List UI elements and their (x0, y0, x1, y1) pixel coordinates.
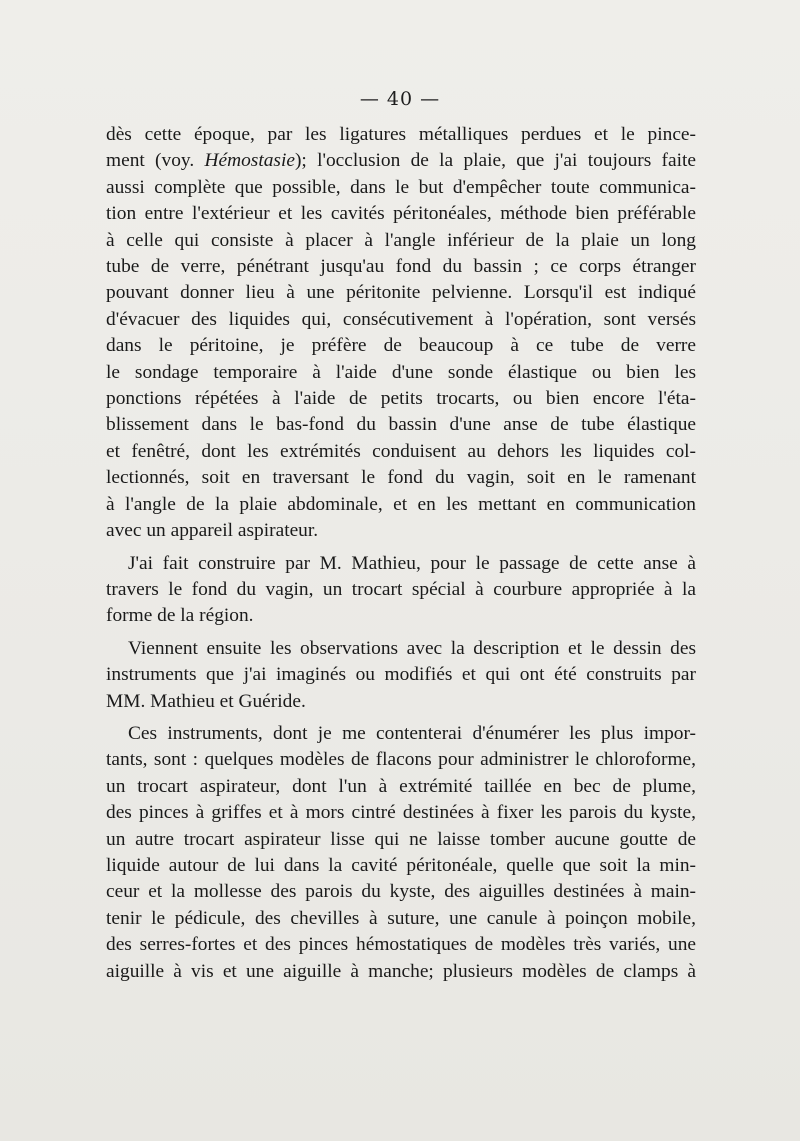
italic-reference: Hémostasie (204, 150, 295, 172)
text-line: Ces instruments, dont je me contenterai d'énumérer les plus impor- (128, 722, 696, 744)
text-line: dès cette époque, par les ligatures métalliques perdues et le pince- (106, 124, 696, 145)
text-line: Viennent ensuite les observations avec la description et le dessin des (128, 637, 696, 659)
paragraph (106, 122, 696, 545)
text-line: tenir le pédicule, des chevilles à suture, une canule à poinçon mobile, (106, 907, 696, 929)
text-line: travers le fond du vagin, un trocart spécial à courbure appropriée à la (106, 578, 696, 600)
text-line: blissement dans le bas-fond du bassin d'une anse de tube élastique (106, 414, 696, 436)
text-line: forme de la région. (106, 605, 254, 627)
page-number: — 40 — (359, 88, 441, 110)
text-line: lectionnés, soit en traversant le fond du vagin, soit en le ramenant (106, 467, 696, 489)
text-line: aiguille à vis et une aiguille à manche; plusieurs modèles de clamps à (106, 960, 696, 982)
text-line: ceur et la mollesse des parois du kyste, des aiguilles destinées à main- (106, 881, 696, 903)
paragraph (106, 551, 696, 630)
text-line: et fenêtré, dont les extrémités conduisent au dehors les liquides col- (106, 440, 696, 462)
text-line: tion entre l'extérieur et les cavités péritonéales, méthode bien préférable (106, 203, 696, 225)
text-fragment: ment (voy. (106, 150, 205, 172)
text-line: dans le péritoine, je préfère de beaucoup à ce tube de verre (106, 335, 696, 357)
text-line: J'ai fait construire par M. Mathieu, pour le passage de cette anse à (128, 552, 696, 574)
text-line: aussi complète que possible, dans le but d'empêcher toute communica- (106, 176, 696, 198)
text-fragment: ); l'occlusion de la plaie, que j'ai toujours faite (294, 150, 696, 172)
text-line (106, 148, 696, 174)
text-line: un autre trocart aspirateur lisse qui ne laisse tomber aucune goutte de (106, 828, 696, 850)
text-line: un trocart aspirateur, dont l'un à extrémité taillée en bec de plume, (106, 775, 696, 797)
text-line: tube de verre, pénétrant jusqu'au fond du bassin ; ce corps étranger (106, 256, 696, 278)
text-line: d'évacuer des liquides qui, consécutivement à l'opération, sont versés (106, 308, 696, 330)
text-line: des serres-fortes et des pinces hémostatiques de modèles très variés, une (106, 934, 696, 956)
text-line: instruments que j'ai imaginés ou modifiés et qui ont été construits par (106, 664, 696, 686)
text-line: pouvant donner lieu à une péritonite pelvienne. Lorsqu'il est indiqué (106, 282, 696, 304)
text-line: à celle qui consiste à placer à l'angle inférieur de la plaie un long (106, 229, 696, 251)
body-text (106, 122, 696, 985)
paragraph (106, 721, 696, 985)
text-line: des pinces à griffes et à mors cintré destinées à fixer les parois du kyste, (106, 802, 696, 824)
text-line: liquide autour de lui dans la cavité péritonéale, quelle que soit la min- (106, 854, 696, 876)
paragraph (106, 636, 696, 715)
text-line: le sondage temporaire à l'aide d'une sonde élastique ou bien les (106, 361, 696, 383)
text-line: MM. Mathieu et Guéride. (106, 690, 306, 712)
text-line: avec un appareil aspirateur. (106, 520, 319, 542)
text-line: à l'angle de la plaie abdominale, et en les mettant en communication (106, 493, 696, 515)
text-line: ponctions répétées à l'aide de petits trocarts, ou bien encore l'éta- (106, 388, 696, 410)
text-line: tants, sont : quelques modèles de flacons pour administrer le chloroforme, (106, 749, 696, 771)
